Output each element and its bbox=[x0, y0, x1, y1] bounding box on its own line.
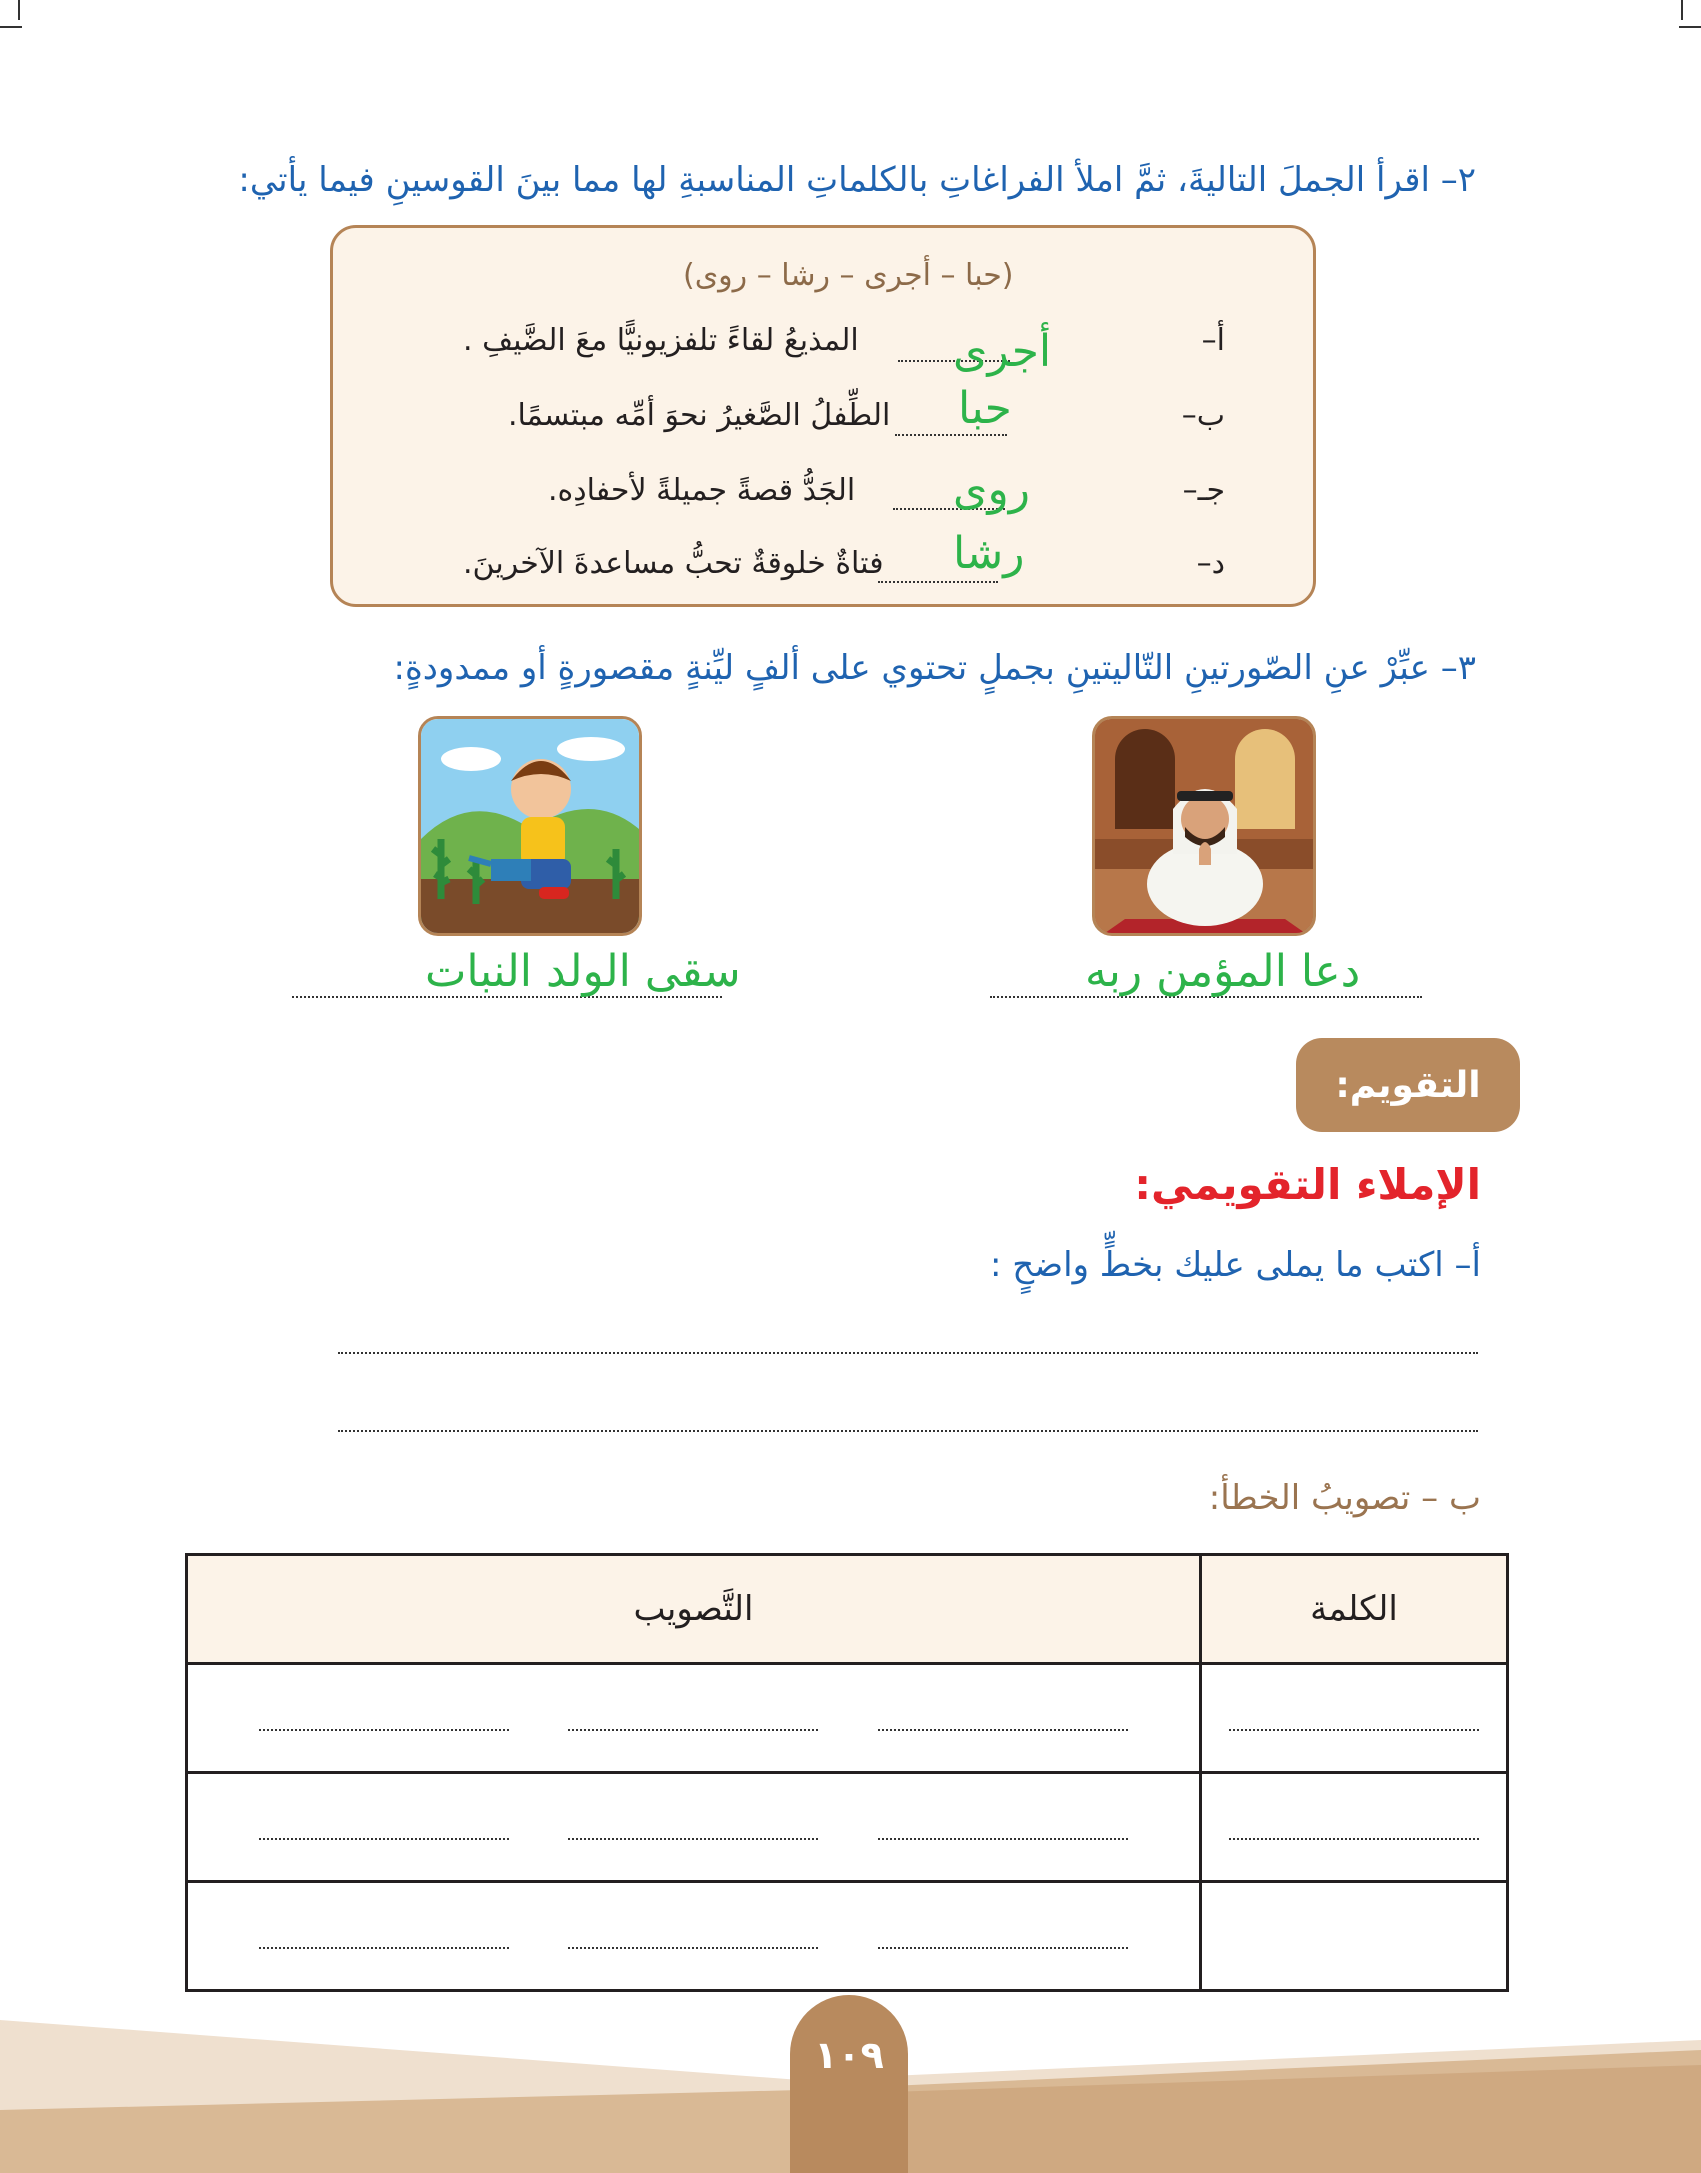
item-d-text: فتاةٌ خلوقةٌ تحبُّ مساعدةَ الآخرينَ. bbox=[463, 546, 884, 581]
header-correction: التَّصويب bbox=[187, 1555, 1201, 1664]
word-cell[interactable] bbox=[1201, 1882, 1508, 1991]
item-a-text: المذيعُ لقاءً تلفزيونيًّا معَ الضَّيفِ . bbox=[463, 323, 859, 358]
dictation-line-2[interactable] bbox=[338, 1430, 1478, 1432]
question-3-title: ٣– عبِّرْ عنِ الصّورتينِ التّاليتينِ بجملٍ تحتوي على ألفٍ ليِّنةٍ مقصورةٍ أو ممدودةٍ: bbox=[393, 648, 1476, 688]
part-b-instruction: ب – تصويبُ الخطأ: bbox=[1208, 1478, 1481, 1518]
choices-list: (حبا – أجرى – رشا – روى) bbox=[683, 258, 1014, 293]
table-row bbox=[187, 1882, 1508, 1991]
correction-cell[interactable] bbox=[187, 1882, 1201, 1991]
words-box bbox=[330, 225, 1316, 607]
item-c-letter: جـ– bbox=[1182, 473, 1225, 508]
page-number: ١٠٩ bbox=[790, 1995, 908, 2173]
word-cell[interactable] bbox=[1201, 1773, 1508, 1882]
item-a-answer: أجرى bbox=[953, 326, 1052, 377]
header-word: الكلمة bbox=[1201, 1555, 1508, 1664]
item-d-answer: رشا bbox=[953, 528, 1025, 579]
question-2-title: ٢– اقرأ الجملَ التاليةَ، ثمَّ املأ الفراغاتِ بالكلماتِ المناسبةِ لها مما بينَ القوسينِ فيما يأتي: bbox=[238, 160, 1476, 200]
part-a-instruction: أ– اكتب ما يملى عليك بخطٍّ واضحٍ : bbox=[990, 1245, 1481, 1285]
table-row bbox=[187, 1664, 1508, 1773]
word-cell[interactable] bbox=[1201, 1664, 1508, 1773]
item-d-letter: د– bbox=[1196, 546, 1225, 581]
praying-man-image bbox=[1092, 716, 1316, 936]
answer-right: دعا المؤمن ربه bbox=[1085, 946, 1361, 997]
correction-cell[interactable] bbox=[187, 1773, 1201, 1882]
boy-watering-image bbox=[418, 716, 642, 936]
item-c-text: الجَدُّ قصةً جميلةً لأحفادِه. bbox=[548, 473, 856, 508]
dictation-title: الإملاء التقويمي: bbox=[1134, 1160, 1481, 1209]
correction-table bbox=[185, 1553, 1509, 1992]
dictation-line-1[interactable] bbox=[338, 1352, 1478, 1354]
item-c-answer: روى bbox=[953, 464, 1030, 515]
item-b-answer: حبا bbox=[958, 383, 1012, 434]
item-b-letter: ب– bbox=[1181, 398, 1225, 433]
item-b-blank[interactable] bbox=[895, 434, 1007, 436]
item-a-letter: أ– bbox=[1201, 323, 1225, 358]
answer-left: سقى الولد النبات bbox=[425, 946, 741, 997]
item-d-blank[interactable] bbox=[878, 581, 998, 583]
table-row bbox=[187, 1773, 1508, 1882]
correction-cell[interactable] bbox=[187, 1664, 1201, 1773]
item-b-text: الطِّفلُ الصَّغيرُ نحوَ أمِّه مبتسمًا. bbox=[508, 398, 891, 433]
evaluation-badge: التقويم: bbox=[1296, 1038, 1520, 1132]
